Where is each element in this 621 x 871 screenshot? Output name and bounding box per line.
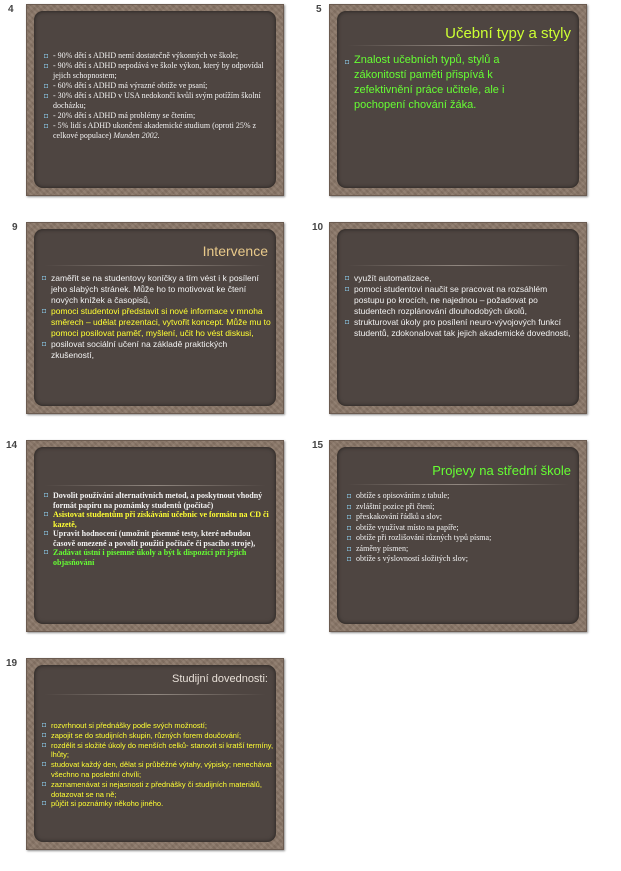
slide-frame <box>26 4 284 196</box>
bullet-icon: ◘ <box>345 59 350 66</box>
title-divider <box>44 485 266 486</box>
title-divider <box>347 45 569 46</box>
bullet-icon: ◘ <box>44 112 49 120</box>
slide-frame <box>26 222 284 414</box>
slide-content <box>337 229 579 406</box>
slide-number: 14 <box>6 440 18 451</box>
slide-number: 15 <box>312 440 324 451</box>
bullet-list <box>345 273 577 339</box>
bullet-icon: ◘ <box>347 513 352 521</box>
slide-content <box>337 11 579 188</box>
list-item: ◘ obtíže při rozlišování různých typů písma; <box>347 533 492 542</box>
list-item: ◘ - 5% lidí s ADHD ukončení akademické studium (oproti 25% z celkové populace) Munden 2002. <box>44 121 257 140</box>
bullet-icon: ◘ <box>44 548 49 556</box>
slide-content <box>34 11 276 188</box>
bullet-icon: ◘ <box>345 286 350 293</box>
bullet-icon: ◘ <box>44 491 49 499</box>
list-item: ◘ obtíže s výslovností složitých slov; <box>347 554 468 563</box>
bullet-icon: ◘ <box>345 319 350 326</box>
list-item: ◘ Znalost učebních typů, stylů a zákonitostí paměti přispívá k zefektivnění práce učitele, ale i pochopení chování žáka. <box>345 54 505 111</box>
list-item: ◘ - 90% dětí s ADHD nepodává ve škole výkon, který by odpovídal jejich schopnostem; <box>44 61 264 80</box>
slide-frame <box>26 440 284 632</box>
bullet-list <box>347 491 575 565</box>
slide-content <box>34 665 276 842</box>
list-item: ◘ pomoci studentovi naučit se pracovat na rozsáhlém postupu po krocích, ne najednou – požadovat po studentech rozplánování dlouhodobých úkolů, <box>345 284 548 316</box>
slide-content <box>337 447 579 624</box>
list-item: ◘ Zadávat ústní i písemné úkoly a být k dispozici při jejich objasňování <box>44 548 247 567</box>
list-item: ◘ - 30% dětí s ADHD v USA nedokončí kvůli svým potížím školní docházku; <box>44 91 261 110</box>
list-item: ◘ půjčit si poznámky někoho jiného. <box>42 799 164 809</box>
title-divider <box>44 265 266 266</box>
slide-title: Intervence <box>202 243 268 259</box>
list-item: ◘ zapojit se do studijních skupin, různých forem doučování; <box>42 730 242 740</box>
slide-number: 9 <box>12 222 18 233</box>
list-item: ◘ zaměřit se na studentovy koníčky a tím vést i k posílení jeho slabých stránek. Může ho to motivovat ke čtení nových knížek a časopisů, <box>42 273 259 305</box>
slide-title: Projevy na střední škole <box>432 463 571 478</box>
bullet-icon: ◘ <box>44 62 49 70</box>
title-divider <box>347 265 569 266</box>
list-item: ◘ zvláštní pozice při čtení; <box>347 501 435 511</box>
bullet-list <box>44 491 272 567</box>
bullet-icon: ◘ <box>42 800 47 808</box>
bullet-icon: ◘ <box>44 122 49 130</box>
slide-number: 5 <box>316 4 322 15</box>
bullet-icon: ◘ <box>347 544 352 553</box>
bullet-list <box>42 721 274 809</box>
bullet-icon: ◘ <box>42 341 47 348</box>
slide-frame <box>329 4 587 196</box>
list-item: ◘ - 20% dětí s ADHD má problémy se čtením; <box>44 111 196 120</box>
bullet-icon: ◘ <box>44 510 49 518</box>
bullet-icon: ◘ <box>347 555 352 563</box>
list-item: ◘ - 60% dětí s ADHD má výrazné obtíže ve psaní; <box>44 81 208 90</box>
bullet-icon: ◘ <box>42 761 47 769</box>
list-item: ◘ rozdělit si složité úkoly do menších celků- stanovit si kratší termíny, lhůty; <box>42 740 274 760</box>
list-item: ◘ využít automatizace, <box>345 273 432 283</box>
title-divider <box>347 484 569 485</box>
bullet-list <box>42 273 272 361</box>
list-item: ◘ přeskakování řádků a slov; <box>347 512 442 521</box>
citation: Munden 2002. <box>113 131 160 140</box>
slide-number: 19 <box>6 658 18 669</box>
slide-title: Učební typy a styly <box>445 25 571 42</box>
slide-number: 4 <box>8 4 14 15</box>
list-item: ◘ Upravit hodnocení (umožnit písemné testy, které nebudou časově omezené a povolit použití počítače či psacího stroje), <box>44 529 256 548</box>
bullet-icon: ◘ <box>347 502 352 511</box>
list-item: ◘ zaznamenávat si nejasnosti z přednášky či studijních materiálů, dotazovat se na ně; <box>42 779 262 799</box>
bullet-icon: ◘ <box>42 275 47 282</box>
title-divider <box>44 694 266 695</box>
bullet-icon: ◘ <box>42 780 47 788</box>
bullet-icon: ◘ <box>42 731 47 739</box>
slide-content <box>34 447 276 624</box>
bullet-icon: ◘ <box>42 741 47 749</box>
list-item: ◘ pomoci studentovi představit si nové informace v mnoha směrech – udělat prezentaci, vytvořit koncept. Může mu to pomoci posilovat paměť, myšlení, učit ho vést diskusi, <box>42 306 271 338</box>
bullet-icon: ◘ <box>42 722 47 729</box>
bullet-icon: ◘ <box>44 529 49 537</box>
bullet-icon: ◘ <box>347 523 352 532</box>
bullet-icon: ◘ <box>347 492 352 500</box>
list-item: ◘ posilovat sociální učení na základě praktických zkušeností, <box>42 339 228 360</box>
slide-title: Studijní dovednosti: <box>171 673 268 685</box>
bullet-icon: ◘ <box>345 275 350 282</box>
bullet-list <box>44 51 270 141</box>
list-item: ◘ obtíže využívat místo na papíře; <box>347 522 459 532</box>
bullet-icon: ◘ <box>347 534 352 542</box>
slide-frame <box>329 222 587 414</box>
list-item: ◘ Dovolit používání alternativních metod, a poskytnout vhodný formát papíru na poznámky studentů (počítač) <box>44 491 263 510</box>
list-item: ◘ studovat každý den, dělat si průběžné výtahy, výpisky; nenechávat všechno na poslední chvíli; <box>42 760 272 779</box>
bullet-icon: ◘ <box>44 92 49 100</box>
slide-frame <box>329 440 587 632</box>
slide-number: 10 <box>312 222 324 233</box>
slide-content <box>34 229 276 406</box>
list-item: ◘ Asistovat studentům při získávání učebnic ve formátu na CD či kazetě, <box>44 510 269 529</box>
bullet-list <box>345 53 545 113</box>
list-item: ◘ strukturovat úkoly pro posílení neuro-vývojových funkcí studentů, zdokonalovat tak jejich akademické dovednosti, <box>345 317 571 338</box>
slide-frame <box>26 658 284 850</box>
bullet-icon: ◘ <box>42 308 47 315</box>
list-item: ◘ obtíže s opisováním z tabule; <box>347 491 450 500</box>
bullet-icon: ◘ <box>44 52 49 60</box>
bullet-icon: ◘ <box>44 82 49 90</box>
list-item: ◘ - 90% dětí s ADHD nemí dostatečně výkonných ve škole; <box>44 51 239 60</box>
list-item: ◘ záměny písmen; <box>347 543 409 553</box>
list-item: ◘ rozvrhnout si přednášky podle svých možností; <box>42 721 207 730</box>
